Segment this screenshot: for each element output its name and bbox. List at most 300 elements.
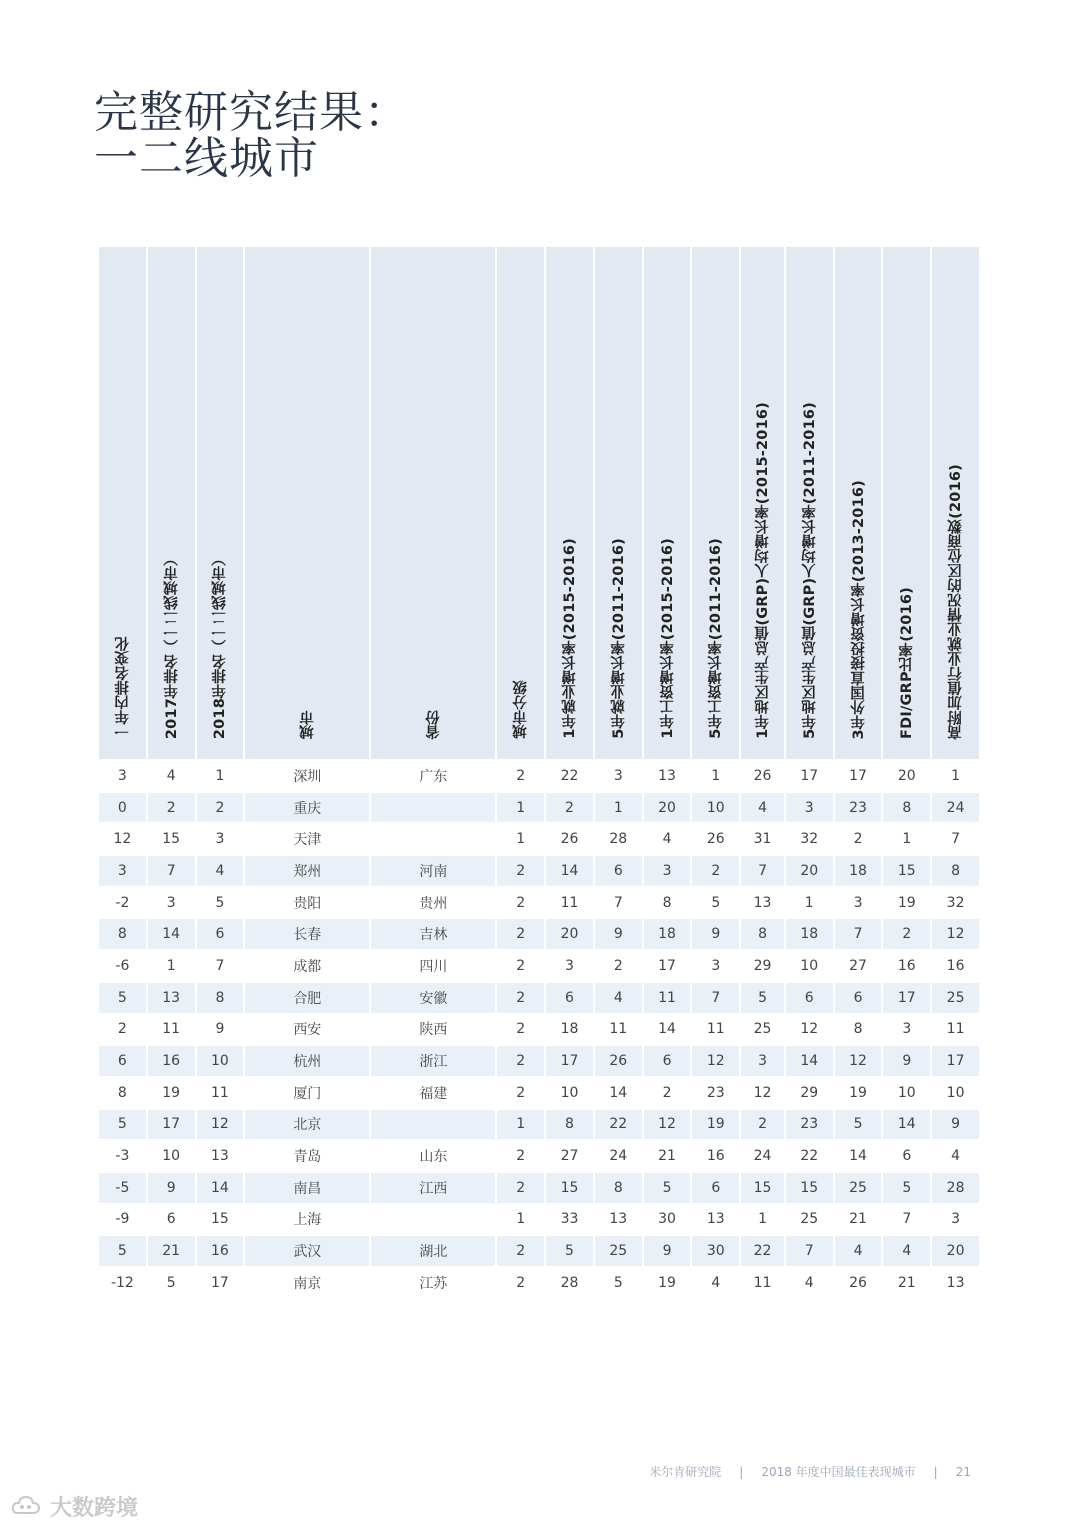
table-cell: 7 [883, 1205, 930, 1237]
column-header-label: 1年工资增长率(2015-2016) [659, 538, 676, 739]
table-cell: 3 [741, 1046, 784, 1078]
table-cell: 24 [595, 1141, 642, 1173]
footer-org: 米尔肯研究院 [649, 1465, 722, 1479]
table-cell: 6 [644, 1046, 691, 1078]
table-cell: 12 [932, 919, 979, 951]
table-cell: 2 [497, 951, 544, 983]
table-cell: 7 [148, 856, 195, 888]
table-cell [371, 793, 495, 825]
table-cell: 江西 [371, 1173, 495, 1205]
table-cell: 8 [644, 888, 691, 920]
table-cell [371, 1110, 495, 1142]
table-cell: 郑州 [245, 856, 369, 888]
table-cell: 6 [148, 1205, 195, 1237]
table-cell: 5 [883, 1173, 930, 1205]
table-cell: 7 [835, 919, 882, 951]
column-header [197, 247, 244, 761]
table-cell: 17 [883, 983, 930, 1015]
table-cell: 2 [497, 761, 544, 793]
table-cell: 1 [497, 793, 544, 825]
table-cell: 3 [692, 951, 739, 983]
table-cell: 5 [99, 1110, 146, 1142]
table-cell: 4 [148, 761, 195, 793]
table-cell: 8 [835, 1015, 882, 1047]
table-cell: 6 [595, 856, 642, 888]
table-cell: 4 [932, 1141, 979, 1173]
table-cell: 11 [148, 1015, 195, 1047]
table-row [99, 1078, 979, 1110]
table-cell: 25 [835, 1173, 882, 1205]
column-header [692, 247, 739, 761]
table-cell: 10 [883, 1078, 930, 1110]
table-cell: 17 [197, 1268, 244, 1300]
table-cell: 6 [835, 983, 882, 1015]
table-cell: 6 [883, 1141, 930, 1173]
table-cell: 2 [644, 1078, 691, 1110]
table-cell: 9 [883, 1046, 930, 1078]
table-cell: 24 [932, 793, 979, 825]
table-cell: 6 [99, 1046, 146, 1078]
table-cell: 21 [835, 1205, 882, 1237]
table-cell: -6 [99, 951, 146, 983]
table-cell: 12 [741, 1078, 784, 1110]
column-header-label: 5年地区生产总值(GRP)人均增长率(2011-2016) [801, 402, 818, 739]
watermark-text: 大数跨境 [50, 1495, 139, 1521]
table-cell: 贵州 [371, 888, 495, 920]
table-cell: 3 [99, 856, 146, 888]
table-row [99, 1110, 979, 1142]
table-cell: 22 [741, 1236, 784, 1268]
table-cell: 14 [546, 856, 593, 888]
table-row [99, 793, 979, 825]
column-header-label: 5年工资增长率(2011-2016) [708, 538, 725, 739]
table-cell: 2 [148, 793, 195, 825]
table-cell: 11 [741, 1268, 784, 1300]
table-cell: 25 [786, 1205, 833, 1237]
table-cell: 15 [546, 1173, 593, 1205]
table-cell: 1 [148, 951, 195, 983]
table-cell: 15 [197, 1205, 244, 1237]
table-cell: 29 [786, 1078, 833, 1110]
table-cell: 16 [148, 1046, 195, 1078]
table-cell: 10 [197, 1046, 244, 1078]
table-cell: 10 [786, 951, 833, 983]
table-cell: 12 [786, 1015, 833, 1047]
table-cell: 13 [595, 1205, 642, 1237]
table-cell: 12 [835, 1046, 882, 1078]
table-cell: 3 [197, 824, 244, 856]
table-cell: 14 [786, 1046, 833, 1078]
table-cell: 9 [692, 919, 739, 951]
table-cell: 17 [644, 951, 691, 983]
table-cell: 2 [497, 1015, 544, 1047]
table-cell: 1 [786, 888, 833, 920]
table-cell: 23 [835, 793, 882, 825]
column-header-label: 2017年排名（一二线城市） [163, 550, 180, 739]
table-cell: -12 [99, 1268, 146, 1300]
table-cell: 5 [835, 1110, 882, 1142]
page-footer [640, 1463, 980, 1480]
table-cell: 5 [197, 888, 244, 920]
table-row [99, 983, 979, 1015]
table-row [99, 888, 979, 920]
table-cell: 28 [546, 1268, 593, 1300]
table-cell: 杭州 [245, 1046, 369, 1078]
table-cell: 23 [692, 1078, 739, 1110]
table-cell: 19 [883, 888, 930, 920]
table-cell: 20 [932, 1236, 979, 1268]
column-header-label: 城市分级 [513, 680, 530, 739]
table-cell: 陕西 [371, 1015, 495, 1047]
table-cell: 31 [741, 824, 784, 856]
table-cell: 3 [932, 1205, 979, 1237]
table-cell: 16 [932, 951, 979, 983]
table-header-row [99, 247, 979, 761]
table-cell: 5 [692, 888, 739, 920]
table-cell: 2 [497, 856, 544, 888]
table-cell: 17 [148, 1110, 195, 1142]
table-cell: 26 [835, 1268, 882, 1300]
column-header-label: 高附加值行业就业情况的区位商数(2016) [948, 463, 965, 739]
footer-separator: | [739, 1465, 744, 1479]
table-row [99, 856, 979, 888]
table-cell: 1 [692, 761, 739, 793]
table-row [99, 1173, 979, 1205]
table-cell: 4 [741, 793, 784, 825]
table-cell: -3 [99, 1141, 146, 1173]
table-cell: 南昌 [245, 1173, 369, 1205]
table-cell: 24 [741, 1141, 784, 1173]
table-cell: 8 [932, 856, 979, 888]
table-cell: 13 [148, 983, 195, 1015]
table-cell: 6 [546, 983, 593, 1015]
table-cell: 10 [546, 1078, 593, 1110]
table-cell: 3 [835, 888, 882, 920]
table-cell: 江苏 [371, 1268, 495, 1300]
table-cell: 16 [883, 951, 930, 983]
table-cell: 19 [692, 1110, 739, 1142]
table-cell: 21 [883, 1268, 930, 1300]
table-cell: 19 [644, 1268, 691, 1300]
table-cell: 6 [786, 983, 833, 1015]
table-cell: -5 [99, 1173, 146, 1205]
table-cell: 1 [595, 793, 642, 825]
table-cell: 4 [883, 1236, 930, 1268]
table-cell: 5 [99, 1236, 146, 1268]
table-cell: 26 [546, 824, 593, 856]
table-cell: 北京 [245, 1110, 369, 1142]
table-row [99, 1205, 979, 1237]
column-header [786, 247, 833, 761]
table-cell: 12 [644, 1110, 691, 1142]
column-header [595, 247, 642, 761]
table-cell: 15 [148, 824, 195, 856]
table-cell: 11 [644, 983, 691, 1015]
table-cell: -9 [99, 1205, 146, 1237]
column-header [644, 247, 691, 761]
table-cell: 2 [883, 919, 930, 951]
table-cell: 1 [932, 761, 979, 793]
table-cell: 15 [883, 856, 930, 888]
table-cell: 25 [741, 1015, 784, 1047]
column-header [148, 247, 195, 761]
table-cell: 22 [786, 1141, 833, 1173]
table-cell: 16 [197, 1236, 244, 1268]
table-cell: 10 [932, 1078, 979, 1110]
table-cell: 8 [99, 1078, 146, 1110]
table-cell: 12 [197, 1110, 244, 1142]
table-cell: 4 [197, 856, 244, 888]
table-cell: 11 [932, 1015, 979, 1047]
table-cell: 天津 [245, 824, 369, 856]
table-cell [371, 824, 495, 856]
table-cell: 浙江 [371, 1046, 495, 1078]
table-cell: 1 [741, 1205, 784, 1237]
table-cell: 20 [546, 919, 593, 951]
table-cell: 4 [692, 1268, 739, 1300]
footer-page-number: 21 [955, 1465, 971, 1479]
table-cell: 30 [644, 1205, 691, 1237]
table-cell: 14 [644, 1015, 691, 1047]
column-header [883, 247, 930, 761]
footer-separator: | [933, 1465, 938, 1479]
table-cell: 13 [644, 761, 691, 793]
table-cell: 20 [644, 793, 691, 825]
table-cell: 河南 [371, 856, 495, 888]
table-cell: 3 [644, 856, 691, 888]
table-cell: 广东 [371, 761, 495, 793]
table-cell: 15 [786, 1173, 833, 1205]
table-cell: 5 [644, 1173, 691, 1205]
table-cell: 17 [546, 1046, 593, 1078]
table-cell: 25 [595, 1236, 642, 1268]
table-cell: 2 [692, 856, 739, 888]
table-cell: 5 [741, 983, 784, 1015]
table-cell: 7 [932, 824, 979, 856]
table-cell: 成都 [245, 951, 369, 983]
table-cell: 3 [99, 761, 146, 793]
table-cell: 1 [497, 1205, 544, 1237]
table-cell: 2 [497, 1141, 544, 1173]
table-cell: 26 [595, 1046, 642, 1078]
table-cell: 23 [786, 1110, 833, 1142]
column-header-label: 1年地区生产总值(GRP)人均增长率(2015-2016) [755, 402, 772, 739]
table-cell: 9 [644, 1236, 691, 1268]
table-cell: 20 [883, 761, 930, 793]
table-cell: 18 [835, 856, 882, 888]
watermark [10, 1491, 138, 1521]
page-title-line1: 完整研究结果： [94, 87, 409, 138]
table-cell: 2 [835, 824, 882, 856]
column-header [932, 247, 979, 761]
table-cell: 青岛 [245, 1141, 369, 1173]
table-cell: 贵阳 [245, 888, 369, 920]
table-cell: 10 [692, 793, 739, 825]
page-title-line2: 一二线城市 [94, 133, 319, 184]
table-cell: 3 [595, 761, 642, 793]
table-row [99, 1141, 979, 1173]
table-cell: 4 [786, 1268, 833, 1300]
table-cell: 7 [741, 856, 784, 888]
table-cell: 33 [546, 1205, 593, 1237]
table-cell: 2 [497, 1268, 544, 1300]
table-cell: 13 [932, 1268, 979, 1300]
table-cell: 17 [932, 1046, 979, 1078]
table-cell: 7 [197, 951, 244, 983]
table-cell: 22 [595, 1110, 642, 1142]
table-cell: 14 [883, 1110, 930, 1142]
table-cell: 21 [148, 1236, 195, 1268]
column-header [835, 247, 882, 761]
table-cell: 安徽 [371, 983, 495, 1015]
table-cell: 8 [741, 919, 784, 951]
table-cell: 16 [692, 1141, 739, 1173]
table-cell: 13 [741, 888, 784, 920]
table-cell: 吉林 [371, 919, 495, 951]
table-row [99, 951, 979, 983]
table-cell: 深圳 [245, 761, 369, 793]
table-cell: 14 [197, 1173, 244, 1205]
table-cell: 8 [546, 1110, 593, 1142]
table-cell: 25 [932, 983, 979, 1015]
column-header [546, 247, 593, 761]
table-cell: 武汉 [245, 1236, 369, 1268]
table-cell: 4 [595, 983, 642, 1015]
table-cell: 3 [546, 951, 593, 983]
table-cell: 福建 [371, 1078, 495, 1110]
table-cell: 17 [786, 761, 833, 793]
table-row [99, 1268, 979, 1300]
table-cell: 9 [595, 919, 642, 951]
table-cell: 18 [644, 919, 691, 951]
table-cell: 18 [546, 1015, 593, 1047]
table-cell: 厦门 [245, 1078, 369, 1110]
table-cell: 11 [197, 1078, 244, 1110]
table-row [99, 1015, 979, 1047]
table-cell: 9 [148, 1173, 195, 1205]
table-cell: 19 [835, 1078, 882, 1110]
table-cell: 5 [99, 983, 146, 1015]
table-cell: 3 [786, 793, 833, 825]
table-cell: 2 [497, 1046, 544, 1078]
table-cell: 5 [148, 1268, 195, 1300]
column-header-label: 5年就业增长率(2011-2016) [610, 538, 627, 739]
table-cell: 8 [883, 793, 930, 825]
table-cell: 9 [197, 1015, 244, 1047]
table-cell: 17 [835, 761, 882, 793]
table-cell: 1 [883, 824, 930, 856]
table-cell: 12 [692, 1046, 739, 1078]
column-header-label: 一年内排名变化 [114, 636, 131, 739]
table-cell: 8 [197, 983, 244, 1015]
results-table [97, 247, 981, 1300]
table-cell: 19 [148, 1078, 195, 1110]
footer-report: 2018 年度中国最佳表现城市 [761, 1465, 916, 1479]
table-cell: 0 [99, 793, 146, 825]
table-cell: 11 [595, 1015, 642, 1047]
table-cell: 10 [148, 1141, 195, 1173]
table-cell: 7 [692, 983, 739, 1015]
column-header [99, 247, 146, 761]
table-body [99, 761, 979, 1300]
table-cell: 7 [786, 1236, 833, 1268]
table-cell: 4 [644, 824, 691, 856]
table-cell: 2 [741, 1110, 784, 1142]
table-cell: 13 [197, 1141, 244, 1173]
table-cell: 合肥 [245, 983, 369, 1015]
table-cell: 2 [497, 1236, 544, 1268]
table-cell: 14 [148, 919, 195, 951]
table-cell: 8 [595, 1173, 642, 1205]
table-cell: 20 [786, 856, 833, 888]
table-cell: 14 [835, 1141, 882, 1173]
table-cell: 1 [497, 1110, 544, 1142]
column-header-label: 省份 [425, 709, 442, 739]
table-cell: 5 [546, 1236, 593, 1268]
column-header-label: 2018年排名（一二线城市） [212, 550, 229, 739]
table-cell: 9 [932, 1110, 979, 1142]
table-cell: 13 [692, 1205, 739, 1237]
table-cell: 5 [595, 1268, 642, 1300]
column-header-label: 1年就业增长率(2015-2016) [562, 538, 578, 739]
table-cell: 2 [497, 1173, 544, 1205]
table-cell: 11 [692, 1015, 739, 1047]
table-cell: 26 [741, 761, 784, 793]
table-cell: 西安 [245, 1015, 369, 1047]
cloud-logo-icon [10, 1493, 42, 1519]
table-cell: 27 [546, 1141, 593, 1173]
table-cell: 南京 [245, 1268, 369, 1300]
table-row [99, 1046, 979, 1078]
table-cell: 3 [148, 888, 195, 920]
table-cell: 2 [595, 951, 642, 983]
table-cell: 山东 [371, 1141, 495, 1173]
column-header [497, 247, 544, 761]
table-cell: 四川 [371, 951, 495, 983]
table-row [99, 824, 979, 856]
table-row [99, 919, 979, 951]
column-header-label: 3年外国直接投资增长率(2013-2016) [850, 479, 867, 739]
table-cell: 2 [497, 888, 544, 920]
table-cell: 2 [497, 983, 544, 1015]
table-cell: 27 [835, 951, 882, 983]
table-cell: 4 [835, 1236, 882, 1268]
table-cell: 14 [595, 1078, 642, 1110]
table-cell: 2 [497, 1078, 544, 1110]
table-cell: 2 [546, 793, 593, 825]
table-cell: 8 [99, 919, 146, 951]
column-header-label: 城市 [299, 709, 316, 739]
table-cell: 28 [932, 1173, 979, 1205]
table-cell: 6 [197, 919, 244, 951]
table-cell: 2 [99, 1015, 146, 1047]
column-header [245, 247, 369, 761]
column-header [741, 247, 784, 761]
table-cell: 32 [932, 888, 979, 920]
column-header-label: FDI/GRP比率(2016) [899, 587, 916, 739]
table-cell: 18 [786, 919, 833, 951]
table-cell: 32 [786, 824, 833, 856]
table-cell: 11 [546, 888, 593, 920]
table-cell: 21 [644, 1141, 691, 1173]
table-cell [371, 1205, 495, 1237]
table-cell: -2 [99, 888, 146, 920]
table-cell: 湖北 [371, 1236, 495, 1268]
table-row [99, 1236, 979, 1268]
table-cell: 29 [741, 951, 784, 983]
table-cell: 2 [497, 919, 544, 951]
table-cell: 30 [692, 1236, 739, 1268]
